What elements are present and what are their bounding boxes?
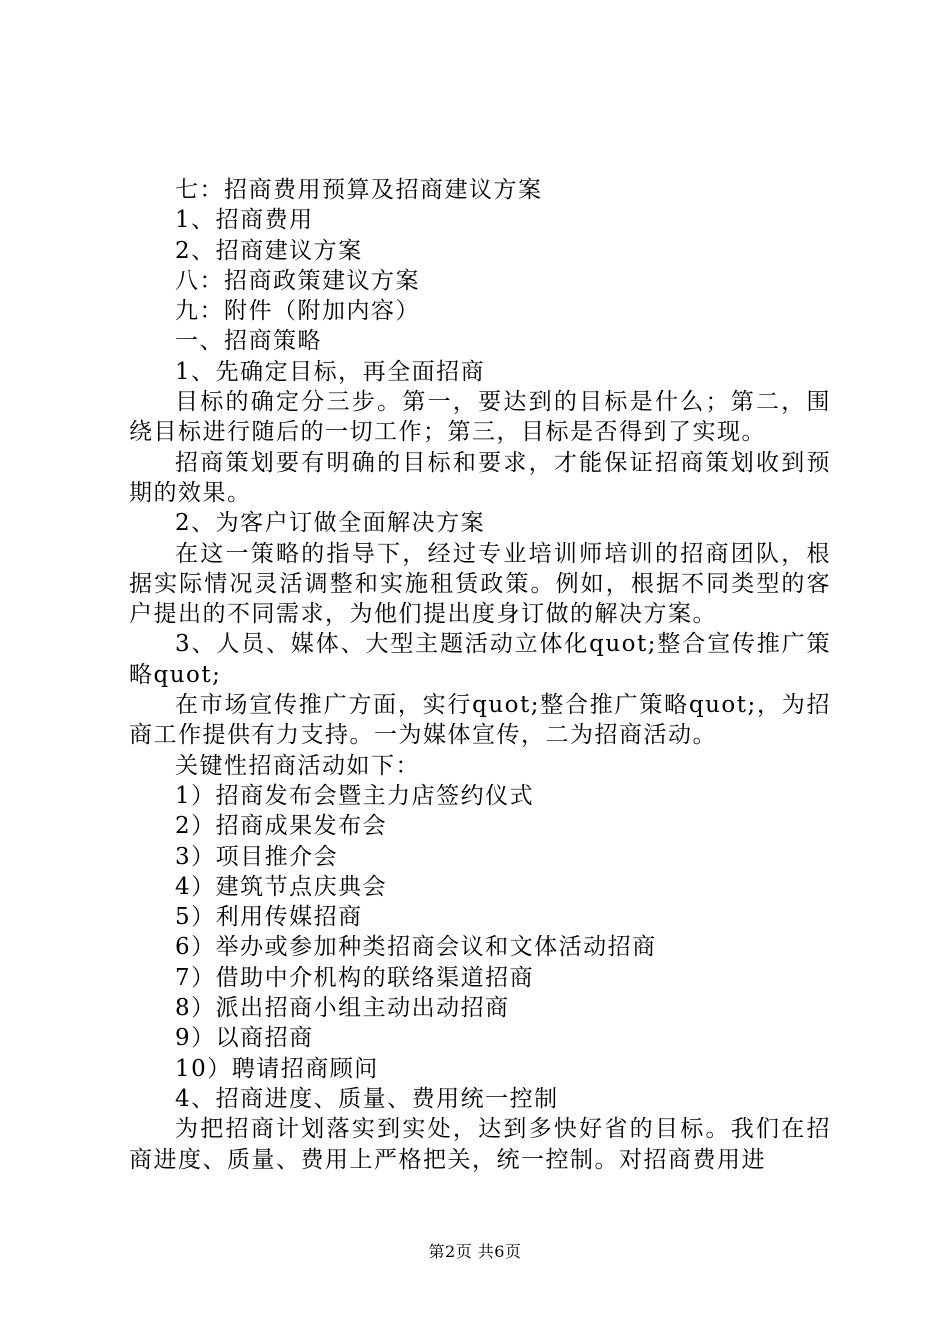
paragraph: 6）举办或参加种类招商会议和文体活动招商 bbox=[175, 934, 657, 961]
paragraph: 5）利用传媒招商 bbox=[175, 904, 363, 931]
paragraph: 2、为客户订做全面解决方案 bbox=[175, 510, 486, 537]
paragraph: 关键性招商活动如下： bbox=[175, 752, 420, 779]
paragraph: 8）派出招商小组主动出动招商 bbox=[175, 995, 510, 1022]
page-footer bbox=[0, 1242, 950, 1262]
paragraph: 七：招商费用预算及招商建议方案 bbox=[175, 177, 543, 203]
paragraph: 2）招商成果发布会 bbox=[175, 813, 388, 840]
paragraph: 2、招商建议方案 bbox=[175, 237, 363, 264]
paragraph: 10）聘请招商顾问 bbox=[175, 1055, 379, 1082]
paragraph: 4）建筑节点庆典会 bbox=[175, 873, 388, 900]
paragraph: 一、招商策略 bbox=[175, 328, 322, 355]
paragraph: 九：附件（附加内容） bbox=[175, 298, 420, 325]
paragraph: 7）借助中介机构的联络渠道招商 bbox=[175, 964, 535, 991]
paragraph: 目标的确定分三步。第一，要达到的目标是什么；第二，围绕目标进行随后的一切工作；第三，目标是否得到了实现。 bbox=[129, 389, 831, 446]
paragraph: 3、人员、媒体、大型主题活动立体化quot;整合宣传推广策略quot; bbox=[129, 631, 831, 688]
document-body bbox=[129, 175, 831, 1175]
paragraph: 4、招商进度、质量、费用统一控制 bbox=[175, 1085, 559, 1112]
paragraph: 在这一策略的指导下，经过专业培训师培训的招商团队，根据实际情况灵活调整和实施租赁政策。例如，根据不同类型的客户提出的不同需求，为他们提出度身订做的解决方案。 bbox=[129, 540, 831, 628]
paragraph: 9）以商招商 bbox=[175, 1025, 314, 1052]
paragraph: 1）招商发布会暨主力店签约仪式 bbox=[175, 782, 535, 809]
paragraph: 3）项目推介会 bbox=[175, 843, 339, 870]
paragraph: 在市场宣传推广方面，实行quot;整合推广策略quot;，为招商工作提供有力支持。一为媒体宣传，二为招商活动。 bbox=[129, 692, 831, 749]
page-number-label: 第2页 共6页 bbox=[428, 1242, 522, 1261]
paragraph: 为把招商计划落实到实处，达到多快好省的目标。我们在招商进度、质量、费用上严格把关，统一控制。对招商费用进 bbox=[129, 1116, 831, 1173]
paragraph: 1、招商费用 bbox=[175, 207, 314, 234]
paragraph: 招商策划要有明确的目标和要求，才能保证招商策划收到预期的效果。 bbox=[129, 449, 831, 506]
paragraph: 八：招商政策建议方案 bbox=[175, 267, 420, 294]
paragraph: 1、先确定目标，再全面招商 bbox=[175, 358, 486, 385]
